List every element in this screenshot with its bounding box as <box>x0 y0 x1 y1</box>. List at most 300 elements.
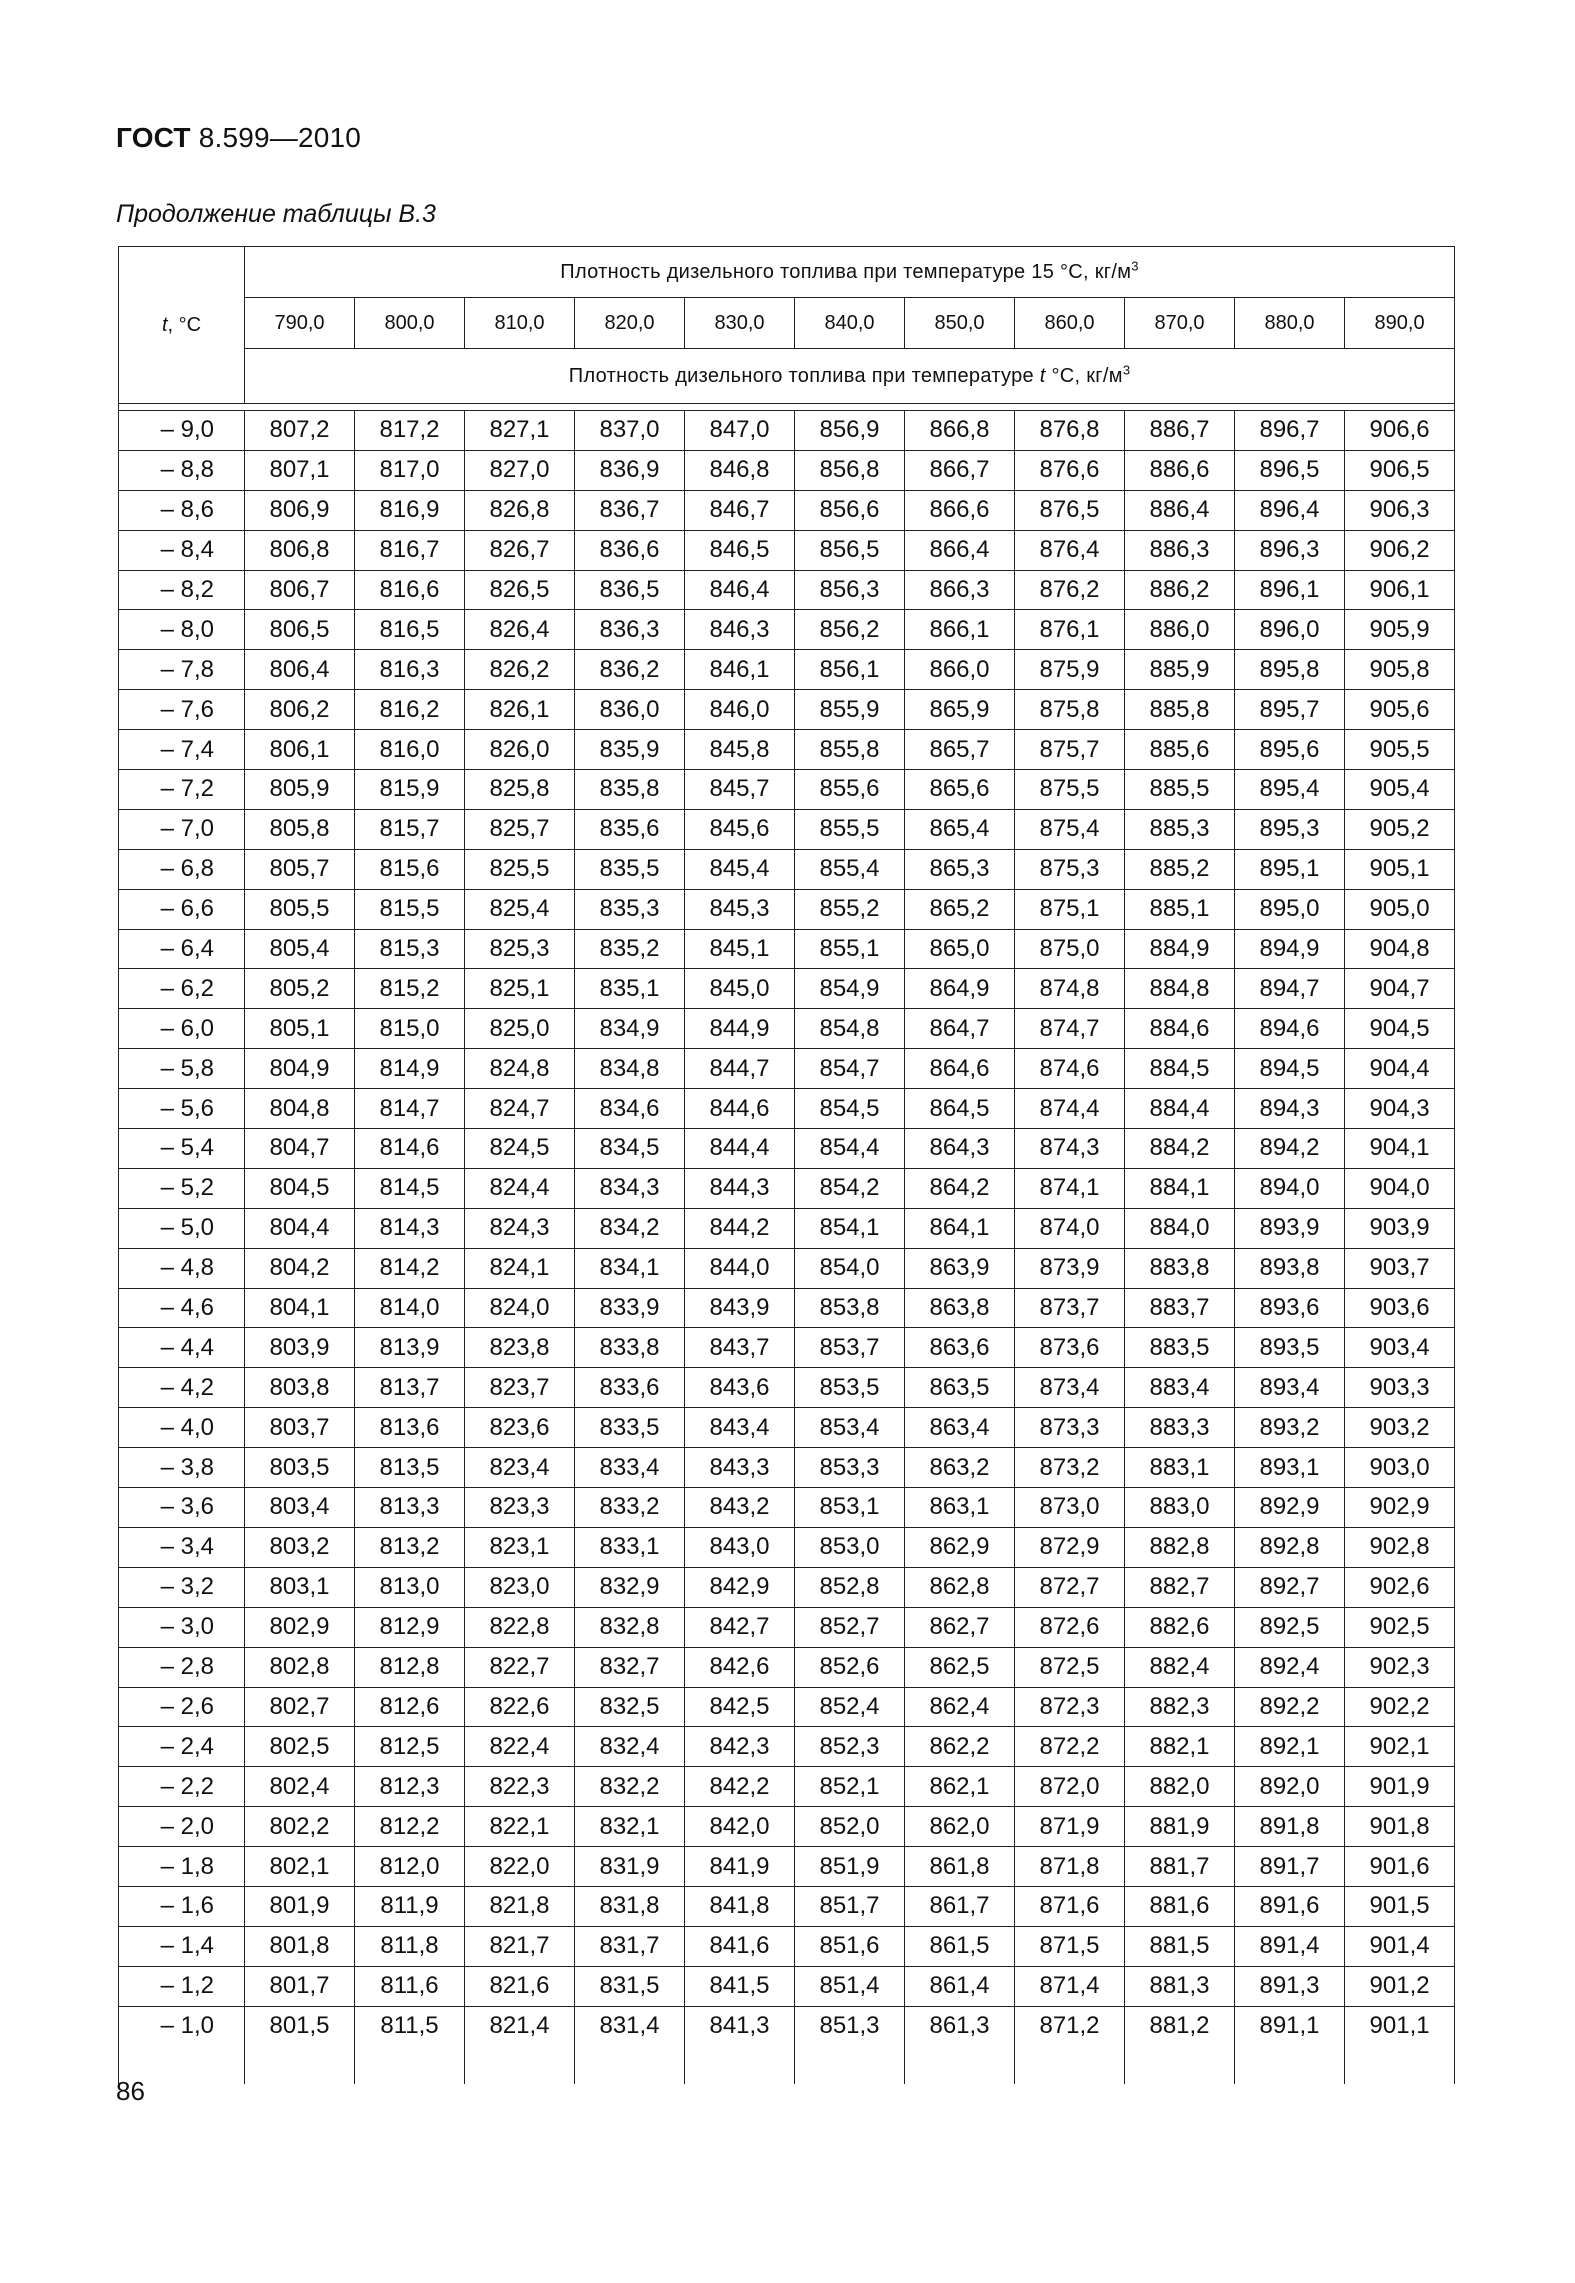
density-column-header: 860,0 <box>1015 298 1125 349</box>
density-cell: 801,8 <box>245 1926 355 1966</box>
density-cell: 866,4 <box>905 530 1015 570</box>
density-cell: 854,8 <box>795 1009 905 1049</box>
density-cell: 803,9 <box>245 1328 355 1368</box>
density-cell: 813,0 <box>355 1567 465 1607</box>
density-cell: 831,5 <box>575 1966 685 2006</box>
temperature-cell: – 1,2 <box>119 1966 245 2006</box>
table-row <box>119 1767 1455 1807</box>
density-cell: 895,0 <box>1235 889 1345 929</box>
table-row <box>119 889 1455 929</box>
density-cell: 881,5 <box>1125 1926 1235 1966</box>
table-row <box>119 1208 1455 1248</box>
density-cell: 853,3 <box>795 1448 905 1488</box>
density-cell: 835,5 <box>575 849 685 889</box>
density-cell: 876,2 <box>1015 570 1125 610</box>
density-cell: 813,7 <box>355 1368 465 1408</box>
header-density-at-t: Плотность дизельного топлива при температуре t °C, $кг/м^3$ <box>245 349 1455 404</box>
density-cell: 862,7 <box>905 1607 1015 1647</box>
density-cell: 804,2 <box>245 1248 355 1288</box>
density-cell: 894,5 <box>1235 1049 1345 1089</box>
density-cell: 805,1 <box>245 1009 355 1049</box>
density-cell: 884,0 <box>1125 1208 1235 1248</box>
density-cell: 892,7 <box>1235 1567 1345 1607</box>
density-cell: 817,0 <box>355 450 465 490</box>
density-cell: 893,5 <box>1235 1328 1345 1368</box>
density-cell: 894,9 <box>1235 929 1345 969</box>
temperature-cell: – 6,6 <box>119 889 245 929</box>
density-cell: 871,4 <box>1015 1966 1125 2006</box>
density-cell: 875,4 <box>1015 809 1125 849</box>
density-column-header: 810,0 <box>465 298 575 349</box>
density-cell: 873,7 <box>1015 1288 1125 1328</box>
density-cell: 852,3 <box>795 1727 905 1767</box>
density-cell: 834,9 <box>575 1009 685 1049</box>
density-cell: 812,3 <box>355 1767 465 1807</box>
density-cell: 863,1 <box>905 1488 1015 1528</box>
density-cell: 845,1 <box>685 929 795 969</box>
density-cell: 804,1 <box>245 1288 355 1328</box>
density-cell: 905,2 <box>1345 809 1455 849</box>
density-cell: 875,0 <box>1015 929 1125 969</box>
density-cell: 852,0 <box>795 1807 905 1847</box>
density-cell: 834,3 <box>575 1168 685 1208</box>
density-cell: 845,4 <box>685 849 795 889</box>
temperature-cell: – 8,8 <box>119 450 245 490</box>
density-cell: 836,3 <box>575 610 685 650</box>
density-cell: 801,5 <box>245 2006 355 2045</box>
density-cell: 835,6 <box>575 809 685 849</box>
density-cell: 905,9 <box>1345 610 1455 650</box>
density-cell: 844,6 <box>685 1089 795 1129</box>
density-cell: 902,8 <box>1345 1527 1455 1567</box>
density-cell: 865,4 <box>905 809 1015 849</box>
density-cell: 906,1 <box>1345 570 1455 610</box>
density-cell: 891,1 <box>1235 2006 1345 2045</box>
density-cell: 903,9 <box>1345 1208 1455 1248</box>
density-cell: 904,3 <box>1345 1089 1455 1129</box>
density-cell: 856,8 <box>795 450 905 490</box>
density-cell: 846,4 <box>685 570 795 610</box>
density-cell: 906,3 <box>1345 490 1455 530</box>
density-cell: 866,3 <box>905 570 1015 610</box>
density-cell: 904,8 <box>1345 929 1455 969</box>
temperature-cell: – 5,0 <box>119 1208 245 1248</box>
density-cell: 846,0 <box>685 690 795 730</box>
density-cell: 825,8 <box>465 770 575 810</box>
density-cell: 876,1 <box>1015 610 1125 650</box>
density-cell: 901,6 <box>1345 1847 1455 1887</box>
table-row <box>119 730 1455 770</box>
density-cell: 822,3 <box>465 1767 575 1807</box>
density-cell: 904,1 <box>1345 1129 1455 1169</box>
density-cell: 823,0 <box>465 1567 575 1607</box>
density-cell: 831,4 <box>575 2006 685 2045</box>
temperature-cell: – 9,0 <box>119 411 245 451</box>
density-cell: 896,1 <box>1235 570 1345 610</box>
density-cell: 906,2 <box>1345 530 1455 570</box>
density-cell: 823,4 <box>465 1448 575 1488</box>
density-cell: 826,4 <box>465 610 575 650</box>
density-cell: 812,5 <box>355 1727 465 1767</box>
density-cell: 873,9 <box>1015 1248 1125 1288</box>
density-cell: 822,4 <box>465 1727 575 1767</box>
density-cell: 855,5 <box>795 809 905 849</box>
density-cell: 842,6 <box>685 1647 795 1687</box>
density-cell: 861,7 <box>905 1886 1015 1926</box>
table-row <box>119 1527 1455 1567</box>
density-cell: 876,6 <box>1015 450 1125 490</box>
density-cell: 812,2 <box>355 1807 465 1847</box>
density-cell: 815,5 <box>355 889 465 929</box>
density-cell: 801,7 <box>245 1966 355 2006</box>
density-cell: 815,0 <box>355 1009 465 1049</box>
density-cell: 866,0 <box>905 650 1015 690</box>
density-cell: 871,9 <box>1015 1807 1125 1847</box>
density-cell: 806,8 <box>245 530 355 570</box>
temperature-cell: – 8,4 <box>119 530 245 570</box>
density-cell: 834,2 <box>575 1208 685 1248</box>
density-cell: 875,3 <box>1015 849 1125 889</box>
temperature-cell: – 4,0 <box>119 1408 245 1448</box>
density-cell: 905,4 <box>1345 770 1455 810</box>
density-cell: 905,8 <box>1345 650 1455 690</box>
density-cell: 885,2 <box>1125 849 1235 889</box>
density-cell: 825,3 <box>465 929 575 969</box>
density-cell: 814,2 <box>355 1248 465 1288</box>
temperature-cell: – 4,8 <box>119 1248 245 1288</box>
density-cell: 865,2 <box>905 889 1015 929</box>
density-cell: 905,5 <box>1345 730 1455 770</box>
density-cell: 886,7 <box>1125 411 1235 451</box>
density-cell: 815,3 <box>355 929 465 969</box>
density-cell: 812,6 <box>355 1687 465 1727</box>
density-cell: 893,9 <box>1235 1208 1345 1248</box>
density-cell: 871,6 <box>1015 1886 1125 1926</box>
density-cell: 821,8 <box>465 1886 575 1926</box>
density-cell: 804,5 <box>245 1168 355 1208</box>
temperature-cell: – 3,4 <box>119 1527 245 1567</box>
density-cell: 891,8 <box>1235 1807 1345 1847</box>
density-cell: 834,6 <box>575 1089 685 1129</box>
density-cell: 832,8 <box>575 1607 685 1647</box>
density-cell: 866,8 <box>905 411 1015 451</box>
density-cell: 853,1 <box>795 1488 905 1528</box>
density-cell: 835,2 <box>575 929 685 969</box>
density-cell: 901,5 <box>1345 1886 1455 1926</box>
density-cell: 842,7 <box>685 1607 795 1647</box>
density-cell: 833,4 <box>575 1448 685 1488</box>
table-row <box>119 1488 1455 1528</box>
density-cell: 805,9 <box>245 770 355 810</box>
density-cell: 841,8 <box>685 1886 795 1926</box>
density-cell: 815,7 <box>355 809 465 849</box>
density-cell: 863,5 <box>905 1368 1015 1408</box>
density-cell: 902,6 <box>1345 1567 1455 1607</box>
density-cell: 866,7 <box>905 450 1015 490</box>
density-cell: 885,6 <box>1125 730 1235 770</box>
table-row <box>119 1966 1455 2006</box>
temperature-cell: – 1,0 <box>119 2006 245 2045</box>
density-cell: 862,2 <box>905 1727 1015 1767</box>
density-cell: 861,3 <box>905 2006 1015 2045</box>
density-cell: 891,3 <box>1235 1966 1345 2006</box>
density-cell: 884,1 <box>1125 1168 1235 1208</box>
density-cell: 861,4 <box>905 1966 1015 2006</box>
density-cell: 904,4 <box>1345 1049 1455 1089</box>
density-cell: 816,0 <box>355 730 465 770</box>
density-cell: 805,7 <box>245 849 355 889</box>
density-cell: 802,2 <box>245 1807 355 1847</box>
density-cell: 886,3 <box>1125 530 1235 570</box>
table-row <box>119 2006 1455 2045</box>
table-row <box>119 809 1455 849</box>
density-cell: 844,9 <box>685 1009 795 1049</box>
density-cell: 902,5 <box>1345 1607 1455 1647</box>
density-cell: 803,4 <box>245 1488 355 1528</box>
density-cell: 863,9 <box>905 1248 1015 1288</box>
density-cell: 836,2 <box>575 650 685 690</box>
temperature-cell: – 7,4 <box>119 730 245 770</box>
density-cell: 855,9 <box>795 690 905 730</box>
density-cell: 895,3 <box>1235 809 1345 849</box>
density-cell: 903,6 <box>1345 1288 1455 1328</box>
density-cell: 854,2 <box>795 1168 905 1208</box>
density-cell: 853,5 <box>795 1368 905 1408</box>
density-cell: 836,9 <box>575 450 685 490</box>
density-cell: 802,4 <box>245 1767 355 1807</box>
table-row <box>119 929 1455 969</box>
density-cell: 807,1 <box>245 450 355 490</box>
density-cell: 856,2 <box>795 610 905 650</box>
density-cell: 901,1 <box>1345 2006 1455 2045</box>
density-cell: 853,8 <box>795 1288 905 1328</box>
density-cell: 827,0 <box>465 450 575 490</box>
density-cell: 846,7 <box>685 490 795 530</box>
temperature-cell: – 1,8 <box>119 1847 245 1887</box>
density-cell: 813,5 <box>355 1448 465 1488</box>
table-row <box>119 1009 1455 1049</box>
density-cell: 862,9 <box>905 1527 1015 1567</box>
density-cell: 901,2 <box>1345 1966 1455 2006</box>
density-cell: 832,9 <box>575 1567 685 1607</box>
density-cell: 844,2 <box>685 1208 795 1248</box>
density-cell: 903,2 <box>1345 1408 1455 1448</box>
density-cell: 901,4 <box>1345 1926 1455 1966</box>
density-cell: 812,9 <box>355 1607 465 1647</box>
density-cell: 804,7 <box>245 1129 355 1169</box>
density-cell: 843,3 <box>685 1448 795 1488</box>
table-row <box>119 570 1455 610</box>
density-cell: 836,7 <box>575 490 685 530</box>
density-cell: 821,4 <box>465 2006 575 2045</box>
density-cell: 892,4 <box>1235 1647 1345 1687</box>
density-cell: 895,1 <box>1235 849 1345 889</box>
density-cell: 906,5 <box>1345 450 1455 490</box>
density-cell: 822,7 <box>465 1647 575 1687</box>
density-cell: 885,1 <box>1125 889 1235 929</box>
density-cell: 854,1 <box>795 1208 905 1248</box>
density-cell: 833,8 <box>575 1328 685 1368</box>
density-cell: 873,2 <box>1015 1448 1125 1488</box>
density-cell: 841,5 <box>685 1966 795 2006</box>
density-cell: 806,2 <box>245 690 355 730</box>
table-row <box>119 1089 1455 1129</box>
density-cell: 856,6 <box>795 490 905 530</box>
density-cell: 851,7 <box>795 1886 905 1926</box>
density-cell: 833,1 <box>575 1527 685 1567</box>
density-cell: 805,5 <box>245 889 355 929</box>
temperature-cell: – 3,2 <box>119 1567 245 1607</box>
density-cell: 814,0 <box>355 1288 465 1328</box>
temperature-cell: – 5,6 <box>119 1089 245 1129</box>
table-row <box>119 411 1455 451</box>
density-cell: 803,1 <box>245 1567 355 1607</box>
density-cell: 806,9 <box>245 490 355 530</box>
density-cell: 823,7 <box>465 1368 575 1408</box>
density-cell: 824,3 <box>465 1208 575 1248</box>
table-row <box>119 450 1455 490</box>
density-cell: 821,7 <box>465 1926 575 1966</box>
page-number: 86 <box>116 2076 145 2106</box>
density-cell: 815,6 <box>355 849 465 889</box>
density-cell: 832,2 <box>575 1767 685 1807</box>
table-row <box>119 1847 1455 1887</box>
density-cell: 843,6 <box>685 1368 795 1408</box>
density-cell: 885,9 <box>1125 650 1235 690</box>
density-cell: 885,5 <box>1125 770 1235 810</box>
temperature-cell: – 6,2 <box>119 969 245 1009</box>
density-cell: 822,6 <box>465 1687 575 1727</box>
density-cell: 882,4 <box>1125 1647 1235 1687</box>
density-cell: 852,7 <box>795 1607 905 1647</box>
density-cell: 873,4 <box>1015 1368 1125 1408</box>
density-cell: 894,3 <box>1235 1089 1345 1129</box>
density-cell: 891,7 <box>1235 1847 1345 1887</box>
density-cell: 896,3 <box>1235 530 1345 570</box>
density-cell: 882,3 <box>1125 1687 1235 1727</box>
density-cell: 893,6 <box>1235 1288 1345 1328</box>
table-continuation-space <box>119 2046 1455 2085</box>
density-cell: 886,2 <box>1125 570 1235 610</box>
table-row <box>119 1607 1455 1647</box>
density-cell: 826,2 <box>465 650 575 690</box>
density-cell: 885,3 <box>1125 809 1235 849</box>
temperature-cell: – 7,8 <box>119 650 245 690</box>
density-cell: 841,9 <box>685 1847 795 1887</box>
density-cell: 825,0 <box>465 1009 575 1049</box>
density-cell: 895,7 <box>1235 690 1345 730</box>
temperature-cell: – 2,6 <box>119 1687 245 1727</box>
density-cell: 855,6 <box>795 770 905 810</box>
temperature-cell: – 7,2 <box>119 770 245 810</box>
density-cell: 906,6 <box>1345 411 1455 451</box>
density-cell: 883,3 <box>1125 1408 1235 1448</box>
density-cell: 843,2 <box>685 1488 795 1528</box>
density-cell: 846,5 <box>685 530 795 570</box>
density-cell: 862,0 <box>905 1807 1015 1847</box>
density-cell: 832,5 <box>575 1687 685 1727</box>
density-cell: 807,2 <box>245 411 355 451</box>
density-cell: 883,7 <box>1125 1288 1235 1328</box>
density-cell: 805,2 <box>245 969 355 1009</box>
density-cell: 892,8 <box>1235 1527 1345 1567</box>
temperature-cell: – 2,4 <box>119 1727 245 1767</box>
density-cell: 895,6 <box>1235 730 1345 770</box>
density-cell: 854,4 <box>795 1129 905 1169</box>
density-cell: 902,1 <box>1345 1727 1455 1767</box>
table-body <box>119 411 1455 2085</box>
density-cell: 893,1 <box>1235 1448 1345 1488</box>
density-cell: 894,0 <box>1235 1168 1345 1208</box>
density-cell: 883,4 <box>1125 1368 1235 1408</box>
density-cell: 816,7 <box>355 530 465 570</box>
density-cell: 882,0 <box>1125 1767 1235 1807</box>
density-cell: 831,7 <box>575 1926 685 1966</box>
density-cell: 855,8 <box>795 730 905 770</box>
density-cell: 886,4 <box>1125 490 1235 530</box>
density-cell: 894,2 <box>1235 1129 1345 1169</box>
density-cell: 862,4 <box>905 1687 1015 1727</box>
temperature-cell: – 6,0 <box>119 1009 245 1049</box>
temperature-cell: – 6,4 <box>119 929 245 969</box>
density-cell: 816,5 <box>355 610 465 650</box>
density-cell: 805,4 <box>245 929 355 969</box>
temperature-cell: – 2,8 <box>119 1647 245 1687</box>
table-row <box>119 650 1455 690</box>
density-cell: 856,9 <box>795 411 905 451</box>
density-cell: 874,0 <box>1015 1208 1125 1248</box>
density-cell: 883,5 <box>1125 1328 1235 1368</box>
density-cell: 846,3 <box>685 610 795 650</box>
density-cell: 884,8 <box>1125 969 1235 1009</box>
density-cell: 873,0 <box>1015 1488 1125 1528</box>
density-cell: 816,2 <box>355 690 465 730</box>
table-row <box>119 1129 1455 1169</box>
density-cell: 902,3 <box>1345 1647 1455 1687</box>
density-cell: 853,4 <box>795 1408 905 1448</box>
density-column-header: 830,0 <box>685 298 795 349</box>
density-cell: 817,2 <box>355 411 465 451</box>
density-cell: 871,2 <box>1015 2006 1125 2045</box>
density-cell: 831,9 <box>575 1847 685 1887</box>
column-header-temperature: t, °C <box>119 247 245 404</box>
density-cell: 823,8 <box>465 1328 575 1368</box>
density-cell: 881,7 <box>1125 1847 1235 1887</box>
density-cell: 896,0 <box>1235 610 1345 650</box>
density-cell: 836,6 <box>575 530 685 570</box>
header-density-at-15: Плотность дизельного топлива при температуре 15 °C, $кг/м^3$ <box>245 247 1455 298</box>
density-cell: 802,5 <box>245 1727 355 1767</box>
density-cell: 873,6 <box>1015 1328 1125 1368</box>
table-row <box>119 1288 1455 1328</box>
density-cell: 802,7 <box>245 1687 355 1727</box>
density-cell: 816,6 <box>355 570 465 610</box>
density-cell: 826,8 <box>465 490 575 530</box>
density-cell: 813,2 <box>355 1527 465 1567</box>
density-cell: 802,8 <box>245 1647 355 1687</box>
density-cell: 873,3 <box>1015 1408 1125 1448</box>
density-cell: 864,1 <box>905 1208 1015 1248</box>
density-cell: 866,6 <box>905 490 1015 530</box>
temperature-cell: – 3,6 <box>119 1488 245 1528</box>
density-cell: 892,5 <box>1235 1607 1345 1647</box>
density-cell: 884,5 <box>1125 1049 1235 1089</box>
density-cell: 825,4 <box>465 889 575 929</box>
density-cell: 831,8 <box>575 1886 685 1926</box>
density-cell: 823,3 <box>465 1488 575 1528</box>
temperature-cell: – 4,2 <box>119 1368 245 1408</box>
density-cell: 844,4 <box>685 1129 795 1169</box>
